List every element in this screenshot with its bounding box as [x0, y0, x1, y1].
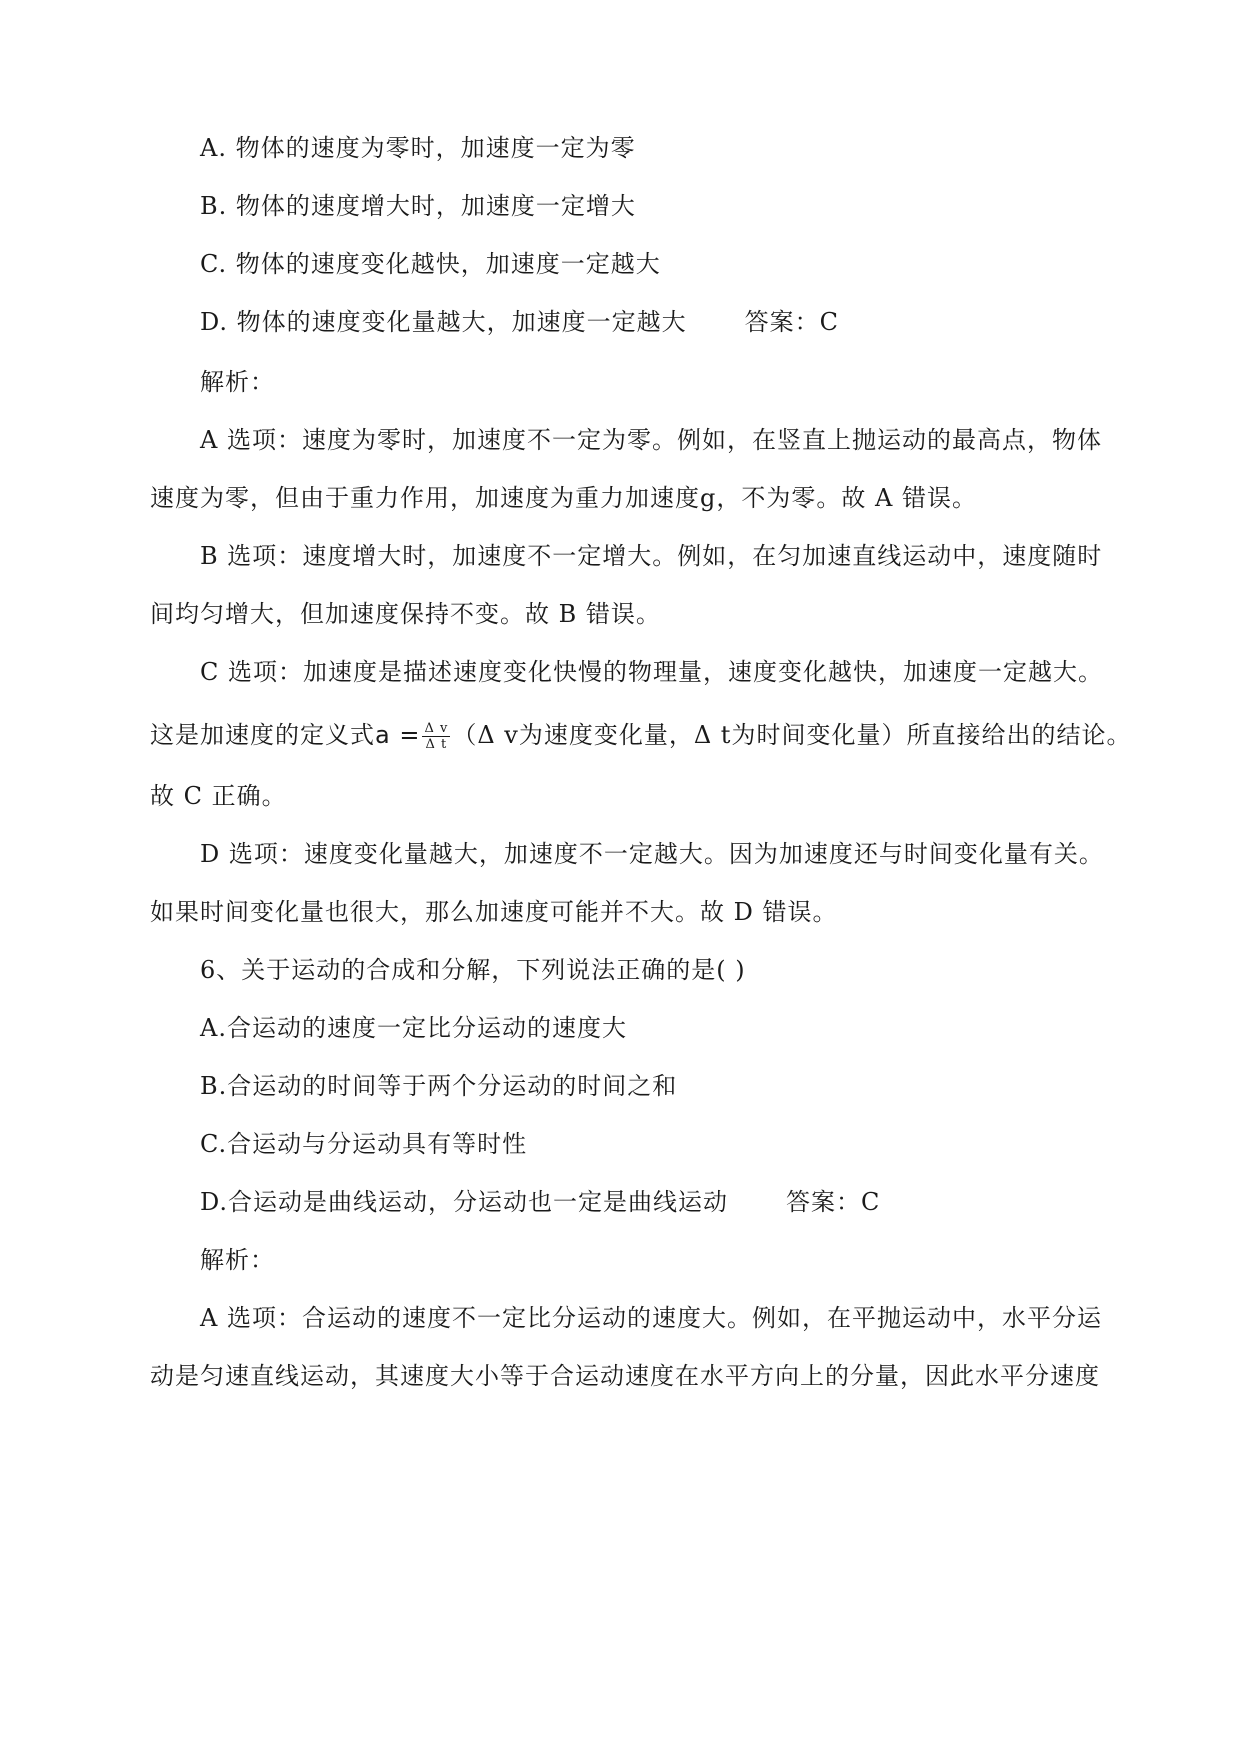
q5-analysis-c-line2 [150, 718, 1132, 752]
q5-analysis-b-line1: B 选项：速度增大时，加速度不一定增大。例如，在匀加速直线运动中，速度随时 [200, 542, 1103, 570]
formula-lhs: a = [375, 721, 421, 749]
q6-answer: 答案：C [786, 1188, 881, 1216]
q5-option-d: D. 物体的速度变化量越大，加速度一定越大 [200, 308, 687, 336]
q5-analysis-a-line2: 速度为零，但由于重力作用，加速度为重力加速度g，不为零。故 A 错误。 [150, 484, 977, 512]
q6-analysis-title: 解析： [200, 1246, 275, 1274]
c-line2-post: （Δ v为速度变化量，Δ t为时间变化量）所直接给出的结论。 [452, 721, 1132, 749]
q6-option-d-row [200, 1185, 1160, 1219]
q6-analysis-a-line1: A 选项：合运动的速度不一定比分运动的速度大。例如，在平抛运动中，水平分运 [200, 1304, 1102, 1332]
q5-option-c: C. 物体的速度变化越快，加速度一定越大 [200, 250, 661, 278]
q5-option-a: A. 物体的速度为零时，加速度一定为零 [200, 134, 636, 162]
q5-analysis-a-line1: A 选项：速度为零时，加速度不一定为零。例如，在竖直上抛运动的最高点，物体 [200, 426, 1102, 454]
formula-fraction [422, 721, 450, 752]
q6-option-d: D.合运动是曲线运动，分运动也一定是曲线运动 [200, 1188, 729, 1216]
q6-option-a: A.合运动的速度一定比分运动的速度大 [200, 1014, 627, 1042]
q6-analysis-a-line2: 动是匀速直线运动，其速度大小等于合运动速度在水平方向上的分量，因此水平分速度 [150, 1362, 1100, 1390]
q6-option-c: C.合运动与分运动具有等时性 [200, 1130, 528, 1158]
q6-stem: 6、关于运动的合成和分解，下列说法正确的是( ) [200, 956, 746, 984]
q5-option-d-row [200, 305, 1160, 339]
q5-analysis-b-line2: 间均匀增大，但加速度保持不变。故 B 错误。 [150, 600, 661, 628]
q6-option-b: B.合运动的时间等于两个分运动的时间之和 [200, 1072, 678, 1100]
q5-answer: 答案：C [744, 308, 840, 336]
q5-analysis-c-line3: 故 C 正确。 [150, 782, 287, 810]
formula-denominator: Δ t [425, 737, 448, 752]
q5-analysis-d-line2: 如果时间变化量也很大，那么加速度可能并不大。故 D 错误。 [150, 898, 838, 926]
q5-option-b: B. 物体的速度增大时，加速度一定增大 [200, 192, 636, 220]
q5-analysis-d-line1: D 选项：速度变化量越大，加速度不一定越大。因为加速度还与时间变化量有关。 [200, 840, 1104, 868]
q5-analysis-title: 解析： [200, 368, 275, 396]
formula-numerator: Δ v [424, 721, 449, 736]
q5-analysis-c-line1: C 选项：加速度是描述速度变化快慢的物理量，速度变化越快，加速度一定越大。 [200, 658, 1103, 686]
c-line2-pre: 这是加速度的定义式 [150, 721, 375, 749]
